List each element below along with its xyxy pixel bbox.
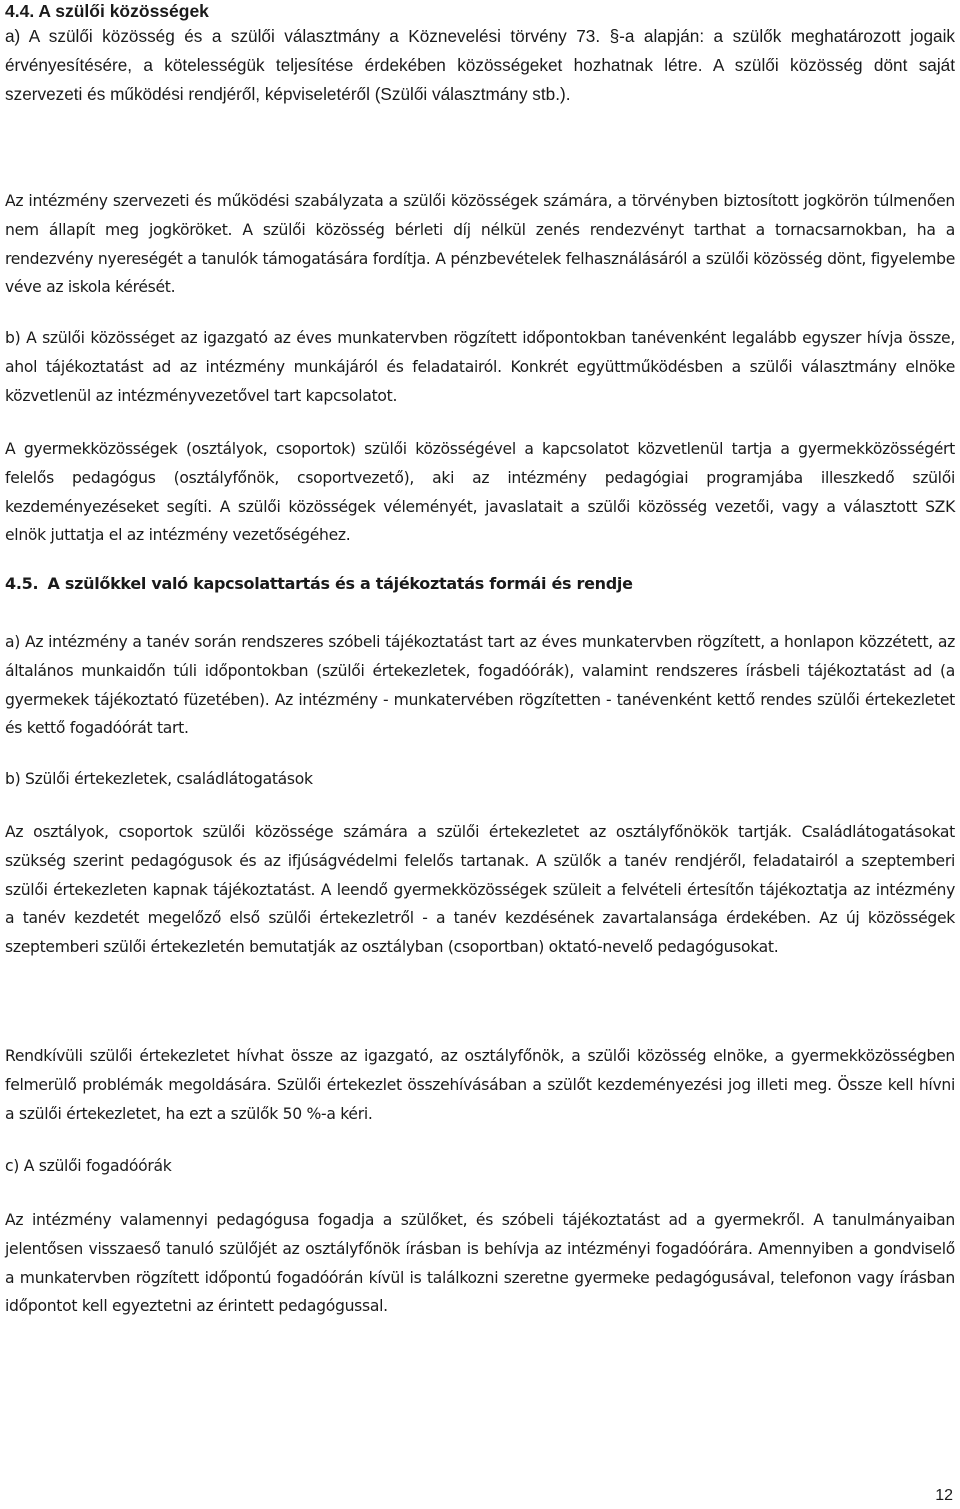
subheading-b bbox=[5, 765, 955, 794]
paragraph-gyermekkozossegek bbox=[5, 435, 955, 550]
paragraph-text: a) Az intézmény a tanév során rendszeres szóbeli tájékoztatást tart az éves munkatervben rögzített, a honlapon közzétett, az általános munkaidőn túli időpontokban (szülői értekezletek, fogadóórák), valamint rendszeres írásbeli tájékoztatást ad (a gyermekek tájékoztató füzetében). Az intézmény - munkatervében rögzítetten - tanévenként kettő rendes szülői értekezletet és kettő fogadóórát tart. bbox=[5, 633, 955, 738]
paragraph-b-rendkivuli bbox=[5, 1042, 955, 1128]
paragraph-b-ertekezletek bbox=[5, 818, 955, 962]
paragraph-szmsz bbox=[5, 187, 955, 302]
paragraph-text: A gyermekközösségek (osztályok, csoportok) szülői közösségével a kapcsolatot közvetlenül tartja a gyermekközösségért felelős pedagógus (osztályfőnök, csoportvezető), aki az intézmény pedagógiai programjába illeszkedő szülői kezdeményezéseket segíti. A szülői közösségek véleményét, javaslatait a szülői közösség vezetői, vagy a választott SZK elnök juttatja el az intézmény vezetőségéhez. bbox=[5, 440, 955, 545]
paragraph-a-szuloi-kozosseg bbox=[5, 22, 955, 108]
paragraph-a-tajekoztatas bbox=[5, 628, 955, 743]
paragraph-text: Az intézmény valamennyi pedagógusa fogadja a szülőket, és szóbeli tájékoztatást ad a gyermekről. A tanulmányaiban jelentősen visszaeső tanuló szülőjét az osztályfőnök írásban is behívja az intézményi fogadóórára. Amennyiben a gondviselő a munkatervben rögzített időpontú fogadóórán kívül is találkozni szeretne gyermeke pedagógusával, telefonon vagy írásban időpontot kell egyeztetni az érintett pedagógussal. bbox=[5, 1211, 955, 1316]
paragraph-text: b) A szülői közösséget az igazgató az éves munkatervben rögzített időpontokban tanévenként legalább egyszer hívja össze, ahol tájékoztatást ad az intézmény munkájáról és feladatairól. Konkrét együttműködésben a szülői választmány elnöke közvetlenül az intézményvezetővel tart kapcsolatot. bbox=[5, 329, 955, 405]
section-number: 4.5. bbox=[5, 574, 39, 593]
section-heading-4-5 bbox=[5, 574, 955, 593]
subheading-text: c) A szülői fogadóórák bbox=[5, 1157, 172, 1175]
paragraph-text: a) A szülői közösség és a szülői választmány a Köznevelési törvény 73. §-a alapján: a szülők meghatározott jogaik érvényesítésére, a kötelességük teljesítése érdekében közösségeket hozhatnak létre. A szülői közösség dönt saját szervezeti és működési rendjéről, képviseletéről (Szülői választmány stb.). bbox=[5, 26, 955, 104]
subheading-text: b) Szülői értekezletek, családlátogatások bbox=[5, 770, 313, 788]
paragraph-text: Az intézmény szervezeti és működési szabályzata a szülői közösségek számára, a törvényben biztosított jogkörön túlmenően nem állapít meg jogköröket. A szülői közösség bérleti díj nélkül zenés rendezvényt tarthat a tornacsarnokban, ha a rendezvény nyereségét a tanulók támogatására fordítja. A pénzbevételek felhasználásáról a szülői közösség dönt, figyelembe véve az iskola kérését. bbox=[5, 192, 955, 297]
section-title: A szülőkkel való kapcsolattartás és a tájékoztatás formái és rendje bbox=[47, 574, 633, 593]
page-number: 12 bbox=[935, 1487, 953, 1504]
paragraph-b-szuloi-kozosseg bbox=[5, 324, 955, 410]
paragraph-text: Az osztályok, csoportok szülői közössége számára a szülői értekezletet az osztályfőnökök tartják. Családlátogatásokat szükség szerint pedagógusok és az ifjúságvédelmi felelős tartanak. A szülők a tanév rendjéről, feladatairól a szeptemberi szülői értekezleten kapnak tájékoztatást. A leendő gyermekközösségek szüleit a felvételi értesítőn tájékoztatja az intézmény a tanév kezdetét megelőző első szülői értekezletről - a tanév kezdésének zavartalansága érdekében. Az új közösségek szeptemberi szülői értekezletén bemutatják az osztályban (csoportban) oktató-nevelő pedagógusokat. bbox=[5, 823, 955, 957]
paragraph-c-fogadoorak bbox=[5, 1206, 955, 1321]
section-heading-4-4: 4.4. A szülői közösségek bbox=[5, 1, 209, 21]
subheading-c bbox=[5, 1152, 955, 1181]
paragraph-text: Rendkívüli szülői értekezletet hívhat össze az igazgató, az osztályfőnök, a szülői közösség elnöke, a gyermekközösségben felmerülő problémák megoldására. Szülői értekezlet összehívásában a szülőt kezdeményezési jog illeti meg. Össze kell hívni a szülői értekezletet, ha ezt a szülők 50 %-a kéri. bbox=[5, 1047, 955, 1123]
